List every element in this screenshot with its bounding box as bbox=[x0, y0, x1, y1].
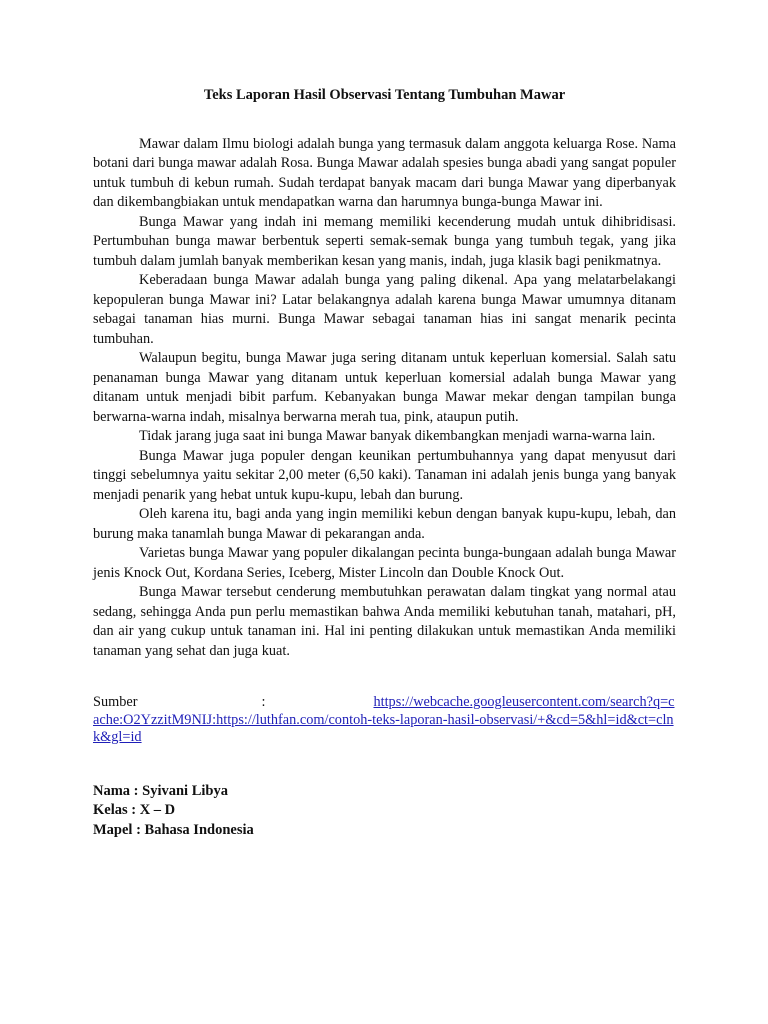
paragraph-6: Bunga Mawar juga populer dengan keunikan pertumbuhannya yang dapat menyusut dari tinggi sebelumnya yaitu sekitar 2,00 meter (6,50 kaki). Tanaman ini adalah jenis bunga yang banyak menjadi penarik yang hebat untuk kupu-kupu, lebah dan burung. bbox=[93, 447, 676, 503]
source-colon: : bbox=[261, 694, 266, 710]
paragraph-3: Keberadaan bunga Mawar adalah bunga yang paling dikenal. Apa yang melatarbelakangi kepopuleran bunga Mawar ini? Latar belakangnya adalah karena bunga Mawar umumnya ditanam sebagai tanaman hias murni. Bunga Mawar sebagai tanaman hias ini sangat menarik pecinta tumbuhan. bbox=[93, 272, 676, 347]
author-identity bbox=[93, 782, 676, 841]
source-label: Sumber bbox=[93, 694, 138, 710]
document-title: Teks Laporan Hasil Observasi Tentang Tumbuhan Mawar bbox=[203, 87, 566, 103]
paragraph-1: Mawar dalam Ilmu biologi adalah bunga yang termasuk dalam anggota keluarga Rose. Nama botani dari bunga mawar adalah Rosa. Bunga Mawar adalah spesies bunga abadi yang sangat populer untuk tumbuh di kebun rumah. Sudah terdapat banyak macam dari bunga Mawar yang diperbanyak dan dikembangbiakan untuk mendapatkan warna dan harumnya bunga-bunga Mawar ini. bbox=[93, 135, 676, 210]
paragraph-2: Bunga Mawar yang indah ini memang memiliki kecenderung mudah untuk dihibridisasi. Pertumbuhan bunga mawar berbentuk seperti semak-semak bunga yang tumbuh tegak, yang jika tumbuh dalam jumlah banyak memberikan kesan yang manis, indah, juga klasik bagi penikmatnya. bbox=[93, 213, 676, 269]
author-subject: Mapel : Bahasa Indonesia bbox=[93, 821, 254, 838]
paragraph-7: Oleh karena itu, bagi anda yang ingin memiliki kebun dengan banyak kupu-kupu, lebah, dan burung maka tanamlah bunga Mawar di pekarangan anda. bbox=[93, 506, 676, 542]
paragraph-5: Tidak jarang juga saat ini bunga Mawar banyak dikembangkan menjadi warna-warna lain. bbox=[139, 428, 656, 444]
paragraph-9: Bunga Mawar tersebut cenderung membutuhkan perawatan dalam tingkat yang normal atau sedang, sehingga Anda pun perlu memastikan bahwa Anda memiliki kebutuhan tanah, matahari, pH, dan air yang cukup untuk tanaman ini. Hal ini penting dilakukan untuk memastikan Anda memiliki tanaman yang sehat dan juga kuat. bbox=[93, 584, 676, 659]
author-class: Kelas : X – D bbox=[93, 802, 176, 818]
paragraph-8: Varietas bunga Mawar yang populer dikalangan pecinta bunga-bungaan adalah bunga Mawar jenis Knock Out, Kordana Series, Iceberg, Mister Lincoln dan Double Knock Out. bbox=[93, 545, 676, 581]
author-name: Nama : Syivani Libya bbox=[93, 782, 228, 799]
paragraph-4: Walaupun begitu, bunga Mawar juga sering ditanam untuk keperluan komersial. Salah satu penanaman bunga Mawar yang ditanam untuk keperluan komersial adalah bunga Mawar yang ditanam untuk menjadi bibit parfum. Kebanyakan bunga Mawar mekar dengan tampilan bunga berwarna-warna indah, misalnya berwarna merah tua, pink, ataupun putih. bbox=[93, 350, 676, 425]
source-link[interactable]: https://webcache.googleusercontent.com/search?q=cache:O2YzzitM9NIJ:https://luthfan.com/contoh-teks-laporan-hasil-observasi/+&cd=5&hl=id&ct=clnk&gl=id bbox=[93, 694, 675, 745]
report-body bbox=[93, 135, 676, 662]
source-citation bbox=[93, 694, 676, 747]
